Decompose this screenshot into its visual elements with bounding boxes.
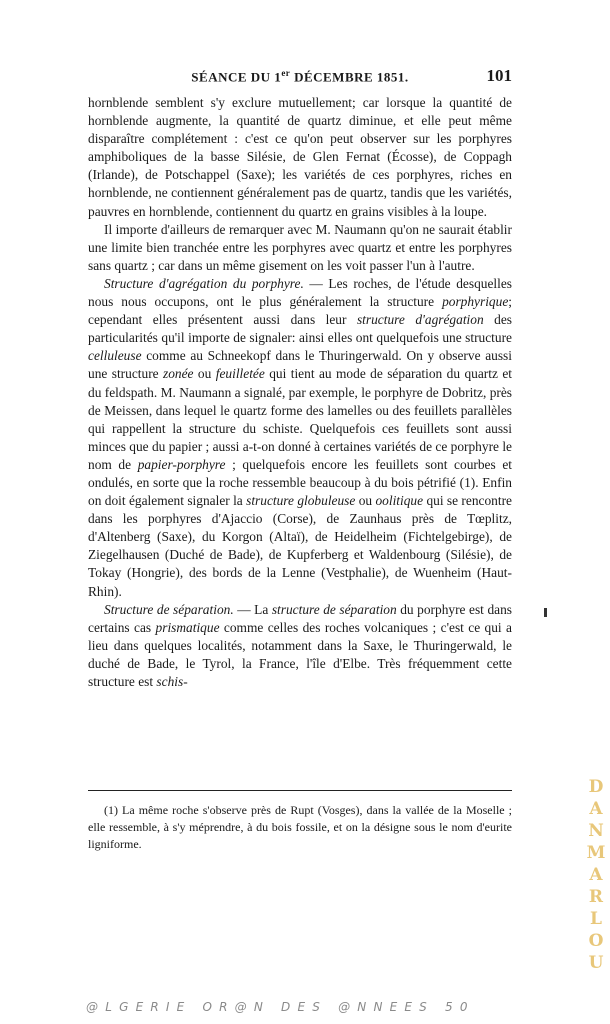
watermark-letter: O (588, 931, 604, 951)
text-run: ; cependant elles présentent aussi dans leur (88, 294, 512, 328)
watermark-letter: N (588, 821, 604, 841)
watermark-letter: M (586, 843, 606, 863)
italic-run: zonée (163, 366, 194, 382)
footnote-rule (88, 790, 512, 791)
paragraph-1 (88, 94, 512, 221)
italic-run: structure globuleuse (246, 493, 356, 509)
footer-watermark: @LGERIE OR@N DES @NNEES 50 (86, 1000, 475, 1014)
running-head-sup: er (281, 68, 291, 78)
watermark-letter: R (588, 887, 604, 907)
text-run: qui se rencontre dans les porphyres d'Ajaccio (Corse), de Zaunhaus près de Tœplitz, d'Altenberg (Saxe), du Korgon (Altaï), de Heidelheim (Fichtelgebirge), de Ziegelhausen (Duché de Bade), de Kupferberg et Waldenbourg (Silésie), de Tokay (Hongrie), des bords de la Lenne (Vestphalie), de Wuenheim (Haut-Rhin). (88, 493, 512, 599)
footnote (88, 802, 512, 853)
italic-run: schis- (156, 674, 188, 689)
footnote-text: (1) La même roche s'observe près de Rupt (Vosges), dans la vallée de la Moselle ; elle ressemble, à s'y méprendre, à du bois fossile, et on la désigne sous le nom d'eurite ligniforme. (88, 803, 512, 851)
watermark-letter: A (589, 799, 603, 819)
watermark-letter: U (588, 953, 604, 973)
text-run: hornblende semblent s'y exclure mutuellement; car lorsque la quantité de hornblende augmente, la quantité de quartz diminue, et elle peut même disparaître complétement : c'est ce qu'on peut observer sur les porphyres amphiboliques de la basse Silésie, de Glen Fernat (Écosse), de Coppagh (Irlande), de Potschappel (Saxe); les variétés de ces porphyres, riches en hornblende, ne contiennent généralement pas de quartz, tandis que les variétés, pauvres en hornblende, contiennent du quartz en grains visibles à la loupe. (88, 95, 512, 219)
text-run: des particularités qu'il importe de signaler: ainsi elles ont quelquefois une structure (88, 312, 513, 346)
running-head-post: DÉCEMBRE 1851. (290, 69, 409, 85)
paragraph-4 (88, 601, 512, 691)
italic-run: celluleuse (88, 348, 142, 364)
text-run: qui tient au mode de séparation du quartz et du feldspath. M. Naumann a signalé, par exemple, le porphyre de Dobritz, près de Meissen, dans lequel le quartz forme des lamelles ou des feuillets parallèles qui rappellent la structure du schiste. Quelquefois ces feuillets sont aussi minces que du papier ; aussi a-t-on donné à certaines variétés de ce porphyre le nom de (88, 366, 512, 472)
text-run: Il importe d'ailleurs de remarquer avec M. Naumann qu'on ne saurait établir une limite bien tranchée entre les porphyres avec quartz et entre les porphyres sans quartz ; car dans un même gisement on les voit passer l'un à l'autre. (88, 221, 512, 273)
page-number: 101 (486, 66, 512, 85)
text-run: comme au Schneekopf dans le Thuringerwald. On y observe aussi une structure (88, 348, 512, 382)
italic-run: papier-porphyre (137, 456, 226, 472)
paragraph-3 (88, 275, 512, 601)
margin-mark (544, 608, 547, 617)
running-head (88, 68, 512, 85)
italic-run: oolitique (375, 493, 424, 509)
text-run: ; quelquefois encore les feuillets sont courbes et ondulés, en sorte que la roche ressemble beaucoup à du bois pétrifié (1). Enfin on doit également signaler la (88, 456, 512, 509)
italic-run: prismatique (155, 619, 220, 635)
text-run: — Les roches, de l'étude desquelles nous nous occupons, ont le plus généralement la structure (88, 275, 512, 310)
watermark-letter: A (589, 865, 603, 885)
italic-run: structure d'agrégation (356, 312, 484, 328)
paragraph-2 (88, 221, 512, 275)
text-run: du porphyre est dans certains cas (88, 601, 512, 635)
running-head-pre: SÉANCE DU 1 (191, 69, 282, 85)
text-run: — La (233, 601, 272, 617)
italic-run: Structure d'agrégation du porphyre. (104, 275, 304, 291)
watermark-letter: D (588, 777, 604, 797)
text-run: ou (193, 366, 216, 382)
italic-run: Structure de séparation. (104, 601, 234, 617)
vertical-watermark (586, 776, 606, 974)
body-text (88, 94, 512, 691)
italic-run: porphyrique (442, 294, 509, 310)
watermark-letter: L (590, 909, 602, 929)
page-header (88, 66, 512, 88)
italic-run: feuilletée (215, 366, 265, 382)
text-run: comme celles des roches volcaniques ; c'est ce qui a lieu dans quelques localités, notamment dans la Saxe, le Thuringerwald, le duché de Bade, le Tyrol, la France, l'île d'Elbe. Très fréquemment cette structure est (88, 619, 512, 689)
text-run: ou (355, 493, 376, 509)
italic-run: structure de séparation (271, 601, 397, 617)
